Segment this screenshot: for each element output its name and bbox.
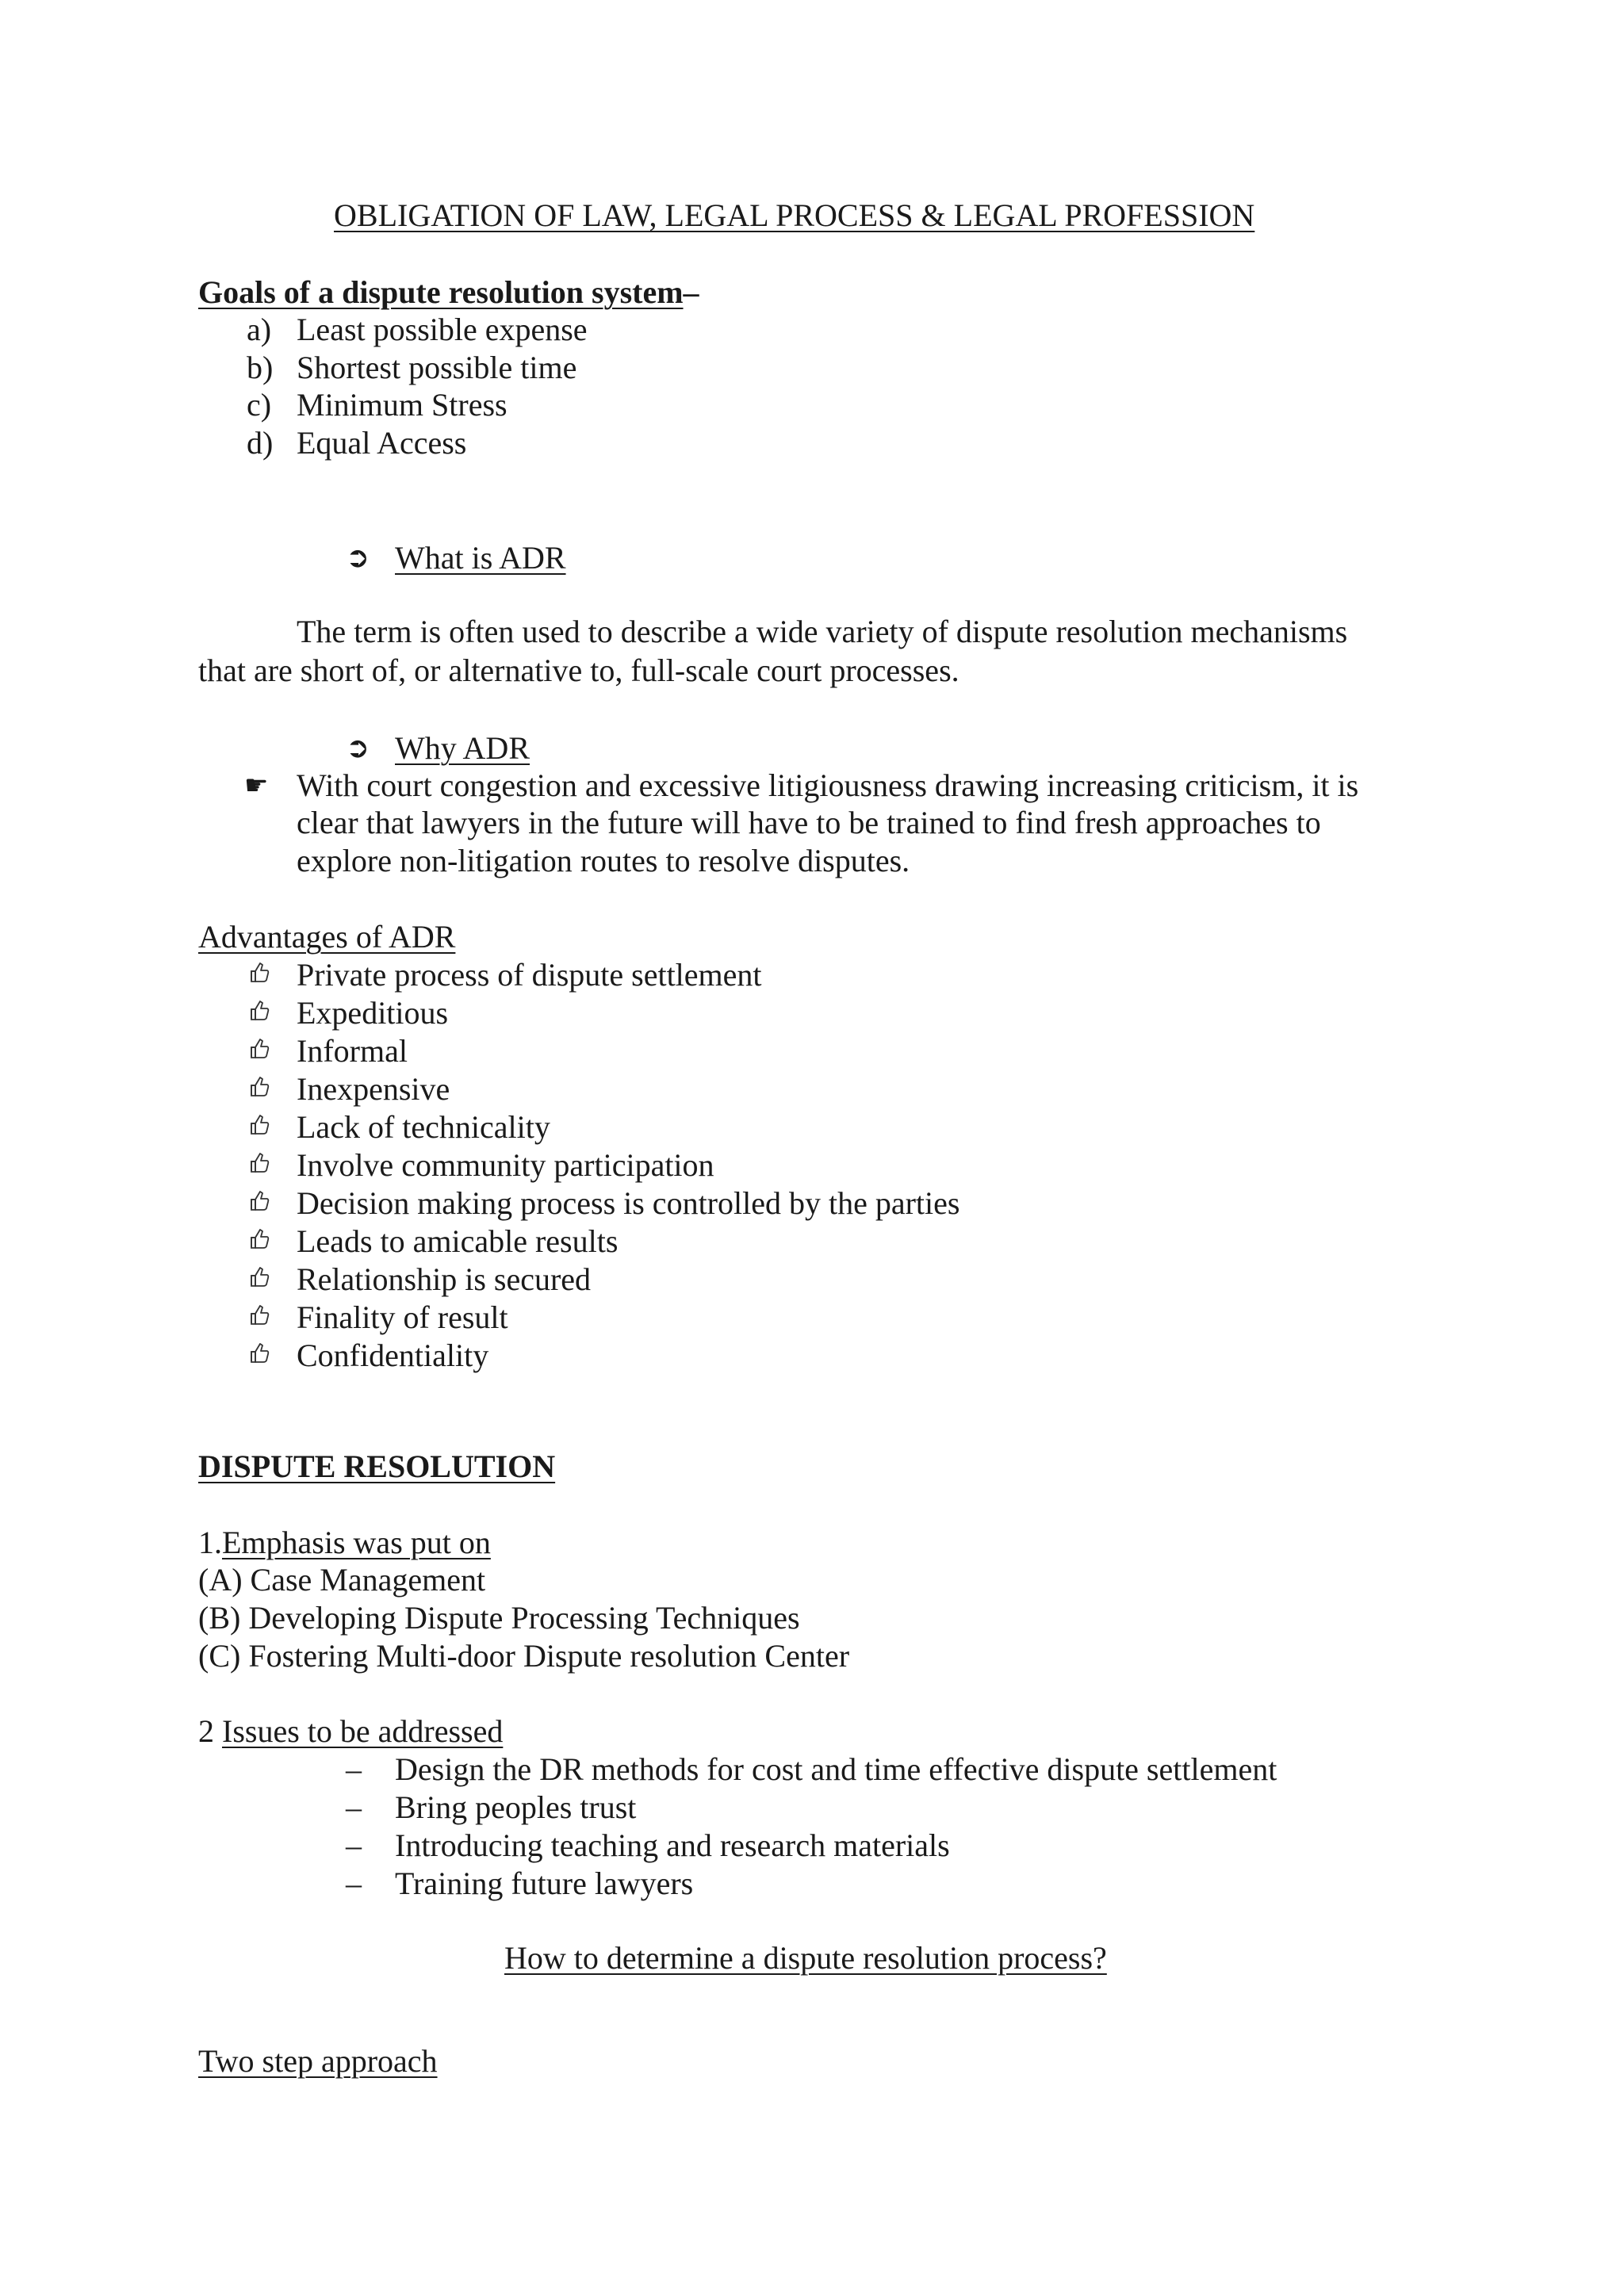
goals-heading xyxy=(198,274,699,312)
thumbs-up-icon xyxy=(247,1074,271,1098)
advantages-heading: Advantages of ADR xyxy=(198,919,456,955)
advantage-item: Confidentiality xyxy=(297,1337,489,1373)
thumbs-up-icon xyxy=(247,1303,271,1326)
what-adr-paragraph-line-2: that are short of, or alternative to, full-scale court processes. xyxy=(198,652,959,688)
arrow-right-icon: ➲ xyxy=(346,732,370,764)
why-adr-line-1: With court congestion and excessive litigiousness drawing increasing criticism, it is xyxy=(297,767,1359,803)
advantage-item: Decision making process is controlled by the parties xyxy=(297,1185,960,1221)
advantage-item: Informal xyxy=(297,1033,408,1069)
why-adr-line-3: explore non-litigation routes to resolve disputes. xyxy=(297,843,910,878)
advantage-item: Relationship is secured xyxy=(297,1261,592,1297)
page-title: OBLIGATION OF LAW, LEGAL PROCESS & LEGAL PROFESSION xyxy=(334,197,1255,233)
dash-bullet: – xyxy=(346,1866,362,1901)
advantage-item: Expeditious xyxy=(297,995,449,1031)
thumbs-up-icon xyxy=(247,960,271,984)
emphasis-heading xyxy=(198,1524,491,1562)
issues-heading-text: Issues to be addressed xyxy=(222,1713,504,1749)
issue-item: Training future lawyers xyxy=(395,1866,694,1901)
issues-number: 2 xyxy=(198,1713,222,1749)
thumbs-up-icon xyxy=(247,1341,271,1364)
what-adr-heading: What is ADR xyxy=(395,540,566,576)
determine-process-heading: How to determine a dispute resolution process? xyxy=(504,1940,1107,1976)
thumbs-up-icon xyxy=(247,1036,271,1060)
emphasis-heading-text: Emphasis was put on xyxy=(222,1525,491,1560)
dash-bullet: – xyxy=(346,1789,362,1825)
emphasis-item: (C) Fostering Multi-door Dispute resolution Center xyxy=(198,1638,850,1674)
thumbs-up-icon xyxy=(247,1112,271,1136)
dash-bullet: – xyxy=(346,1827,362,1863)
emphasis-number: 1. xyxy=(198,1525,222,1560)
thumbs-up-icon xyxy=(247,1150,271,1174)
goals-item: Shortest possible time xyxy=(297,350,577,385)
goals-item: Minimum Stress xyxy=(297,387,508,423)
issues-heading xyxy=(198,1712,503,1751)
thumbs-up-icon xyxy=(247,1265,271,1288)
advantage-item: Private process of dispute settlement xyxy=(297,957,762,993)
advantage-item: Inexpensive xyxy=(297,1071,450,1107)
issue-item: Bring peoples trust xyxy=(395,1789,637,1825)
goals-item: Least possible expense xyxy=(297,312,588,347)
goals-marker-d: d) xyxy=(247,425,274,461)
emphasis-item: (A) Case Management xyxy=(198,1562,486,1598)
advantage-item: Finality of result xyxy=(297,1299,508,1335)
goals-marker-b: b) xyxy=(247,350,274,385)
what-adr-paragraph-line-1: The term is often used to describe a wide variety of dispute resolution mechanisms xyxy=(297,614,1348,649)
goals-heading-text: Goals of a dispute resolution system xyxy=(198,274,684,310)
goals-marker-c: c) xyxy=(247,387,272,423)
advantage-item: Involve community participation xyxy=(297,1147,714,1183)
dash-bullet: – xyxy=(346,1751,362,1787)
arrow-right-icon: ➲ xyxy=(346,541,370,574)
thumbs-up-icon xyxy=(247,998,271,1022)
goals-heading-dash: – xyxy=(683,274,699,310)
emphasis-item: (B) Developing Dispute Processing Techniques xyxy=(198,1600,800,1636)
dispute-resolution-heading: DISPUTE RESOLUTION xyxy=(198,1448,556,1484)
goals-item: Equal Access xyxy=(297,425,467,461)
advantage-item: Leads to amicable results xyxy=(297,1223,619,1259)
goals-marker-a: a) xyxy=(247,312,272,347)
two-step-heading: Two step approach xyxy=(198,2043,438,2079)
thumbs-up-icon xyxy=(247,1188,271,1212)
why-adr-heading: Why ADR xyxy=(395,730,530,766)
why-adr-line-2: clear that lawyers in the future will have to be trained to find fresh approaches to xyxy=(297,805,1321,840)
pointing-hand-icon: ☛ xyxy=(244,770,269,802)
thumbs-up-icon xyxy=(247,1226,271,1250)
issue-item: Design the DR methods for cost and time effective dispute settlement xyxy=(395,1751,1277,1787)
issue-item: Introducing teaching and research materials xyxy=(395,1827,950,1863)
advantage-item: Lack of technicality xyxy=(297,1109,550,1145)
